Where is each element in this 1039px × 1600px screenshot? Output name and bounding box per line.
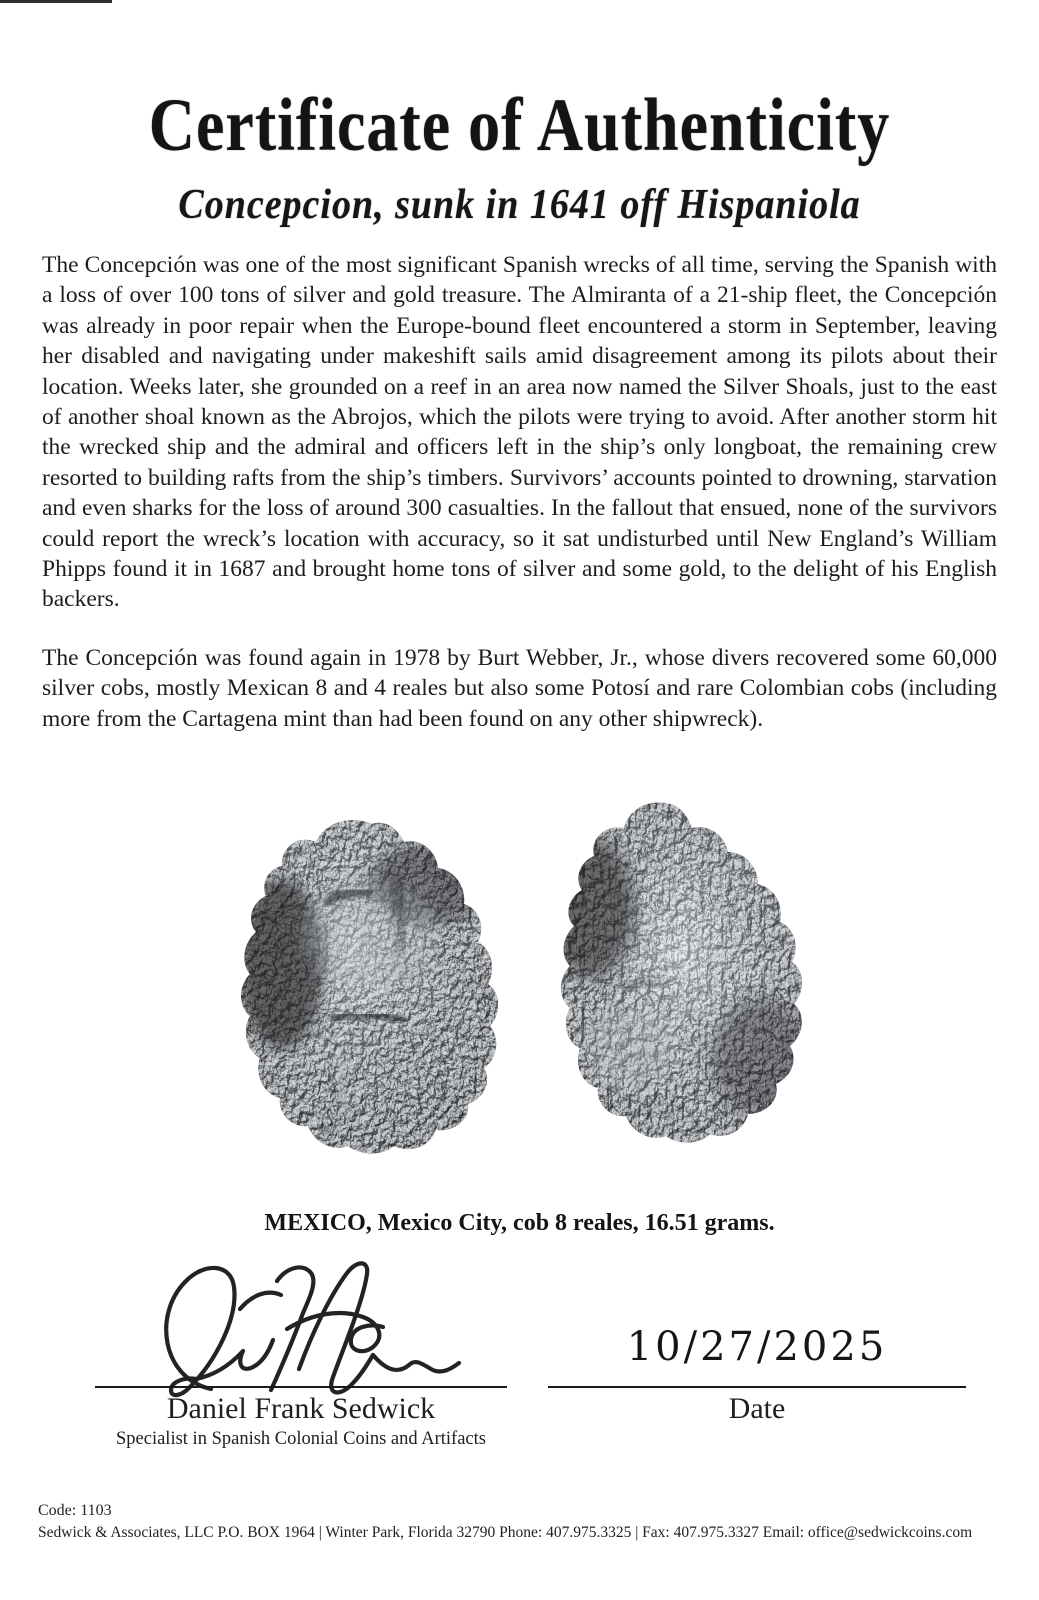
signer-name: Daniel Frank Sedwick xyxy=(166,1392,436,1425)
coin-photos xyxy=(0,798,1039,1158)
signer-title: Specialist in Spanish Colonial Coins and Artifacts xyxy=(116,1429,486,1449)
history-paragraph: The Concepción was one of the most significant Spanish wrecks of all time, serving the Spanish with a loss of over 100 tons of silver and gold treasure. The Almiranta of a 21-ship fleet, the Concepción was already in poor repair when the Europe-bound fleet encountered a storm in September, leaving her disabled and navigating under makeshift sails amid disagreement among its pilots about their location. Weeks later, she grounded on a reef in an area now named the Silver Shoals, just to the east of another shoal known as the Abrojos, which the pilots were trying to avoid. After another storm hit the wrecked ship and the admiral and officers left in the ship’s only longboat, the remaining crew resorted to building rafts from the ship’s timbers. Survivors’ accounts pointed to drowning, starvation and even sharks for the loss of around 300 casualties. In the fallout that ensued, none of the survivors could report the wreck’s location with accuracy, so it sat undisturbed until New England’s William Phipps found it in 1687 and brought home tons of silver and some gold, to the delight of his English backers. xyxy=(42,252,997,613)
signature-image xyxy=(90,1252,462,1402)
page-subtitle: Concepcion, sunk in 1641 off Hispaniola xyxy=(178,180,861,228)
body-text xyxy=(42,250,997,734)
date-label: Date xyxy=(728,1392,786,1425)
recovery-paragraph: The Concepción was found again in 1978 by Burt Webber, Jr., whose divers recovered some 60,000 silver cobs, mostly Mexican 8 and 4 reales but also some Potosí and rare Colombian cobs (including more from the Cartagena mint than had been found on any other shipwreck). xyxy=(42,644,997,732)
footer xyxy=(38,1502,1009,1542)
coin-obverse-photo xyxy=(220,814,520,1156)
footer-company-line: Sedwick & Associates, LLC P.O. BOX 1964 | Winter Park, Florida 32790 Phone: 407.975.3325 | Fax: 407.975.3327 Email: office@sedwickcoins.com xyxy=(38,1524,973,1541)
date-value: 10/27/2025 xyxy=(626,1324,888,1370)
coin-reverse-photo xyxy=(530,798,820,1158)
signature-line xyxy=(95,1386,507,1388)
footer-code: Code: 1103 xyxy=(38,1502,112,1519)
date-line xyxy=(548,1386,966,1388)
page-title: Certificate of Authenticity xyxy=(148,82,891,167)
scan-artifact-line xyxy=(0,0,112,3)
coin-caption: MEXICO, Mexico City, cob 8 reales, 16.51 grams. xyxy=(264,1210,775,1236)
